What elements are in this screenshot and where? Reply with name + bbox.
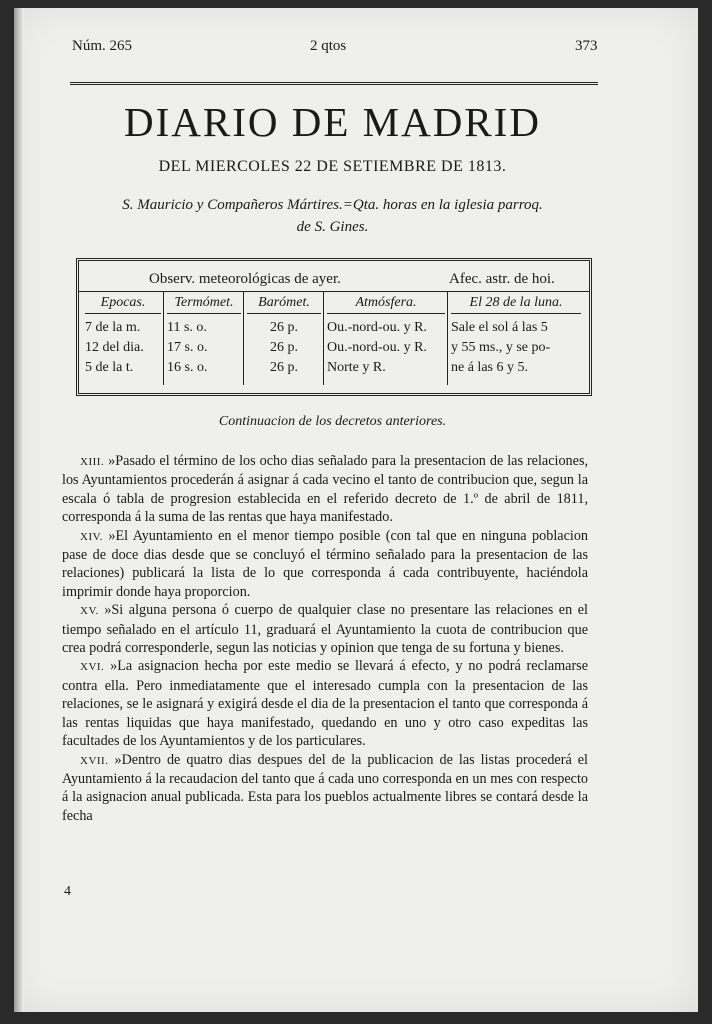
- column-astro: [451, 293, 581, 378]
- issue-number: Núm. 265: [72, 38, 132, 54]
- saints-line-1: S. Mauricio y Compañeros Mártires.=Qta. horas en la iglesia parroq.: [122, 197, 543, 213]
- paragraph-text: »Si alguna persona ó cuerpo de qualquier clase no presentare las relaciones en el tiempo señalado en el artículo 11, graduará el Ayuntamiento la cuota de contribucion que crea podrá corresponderle, segun las noticias y opinion que tenga de su fortuna y bienes.: [62, 602, 588, 657]
- table-cell: Sale el sol á las 5: [451, 320, 548, 335]
- column-baromet: [247, 293, 321, 378]
- column-header: Termómet.: [167, 293, 241, 314]
- section-subtitle: Continuacion de los decretos anteriores.: [218, 414, 447, 429]
- column-divider: [243, 291, 244, 385]
- table-cell: 11 s. o.: [167, 320, 207, 335]
- table-separator: [79, 291, 589, 292]
- weather-heading: Observ. meteorológicas de ayer.: [149, 271, 341, 287]
- paragraph-text: »Pasado el término de los ocho dias señalado para la presentacion de las relaciones, los Ayuntamientos procederán á asignar á cada vecino el tanto de contribucion que, segun la escala ó tabla de progresion establecida en el referido decreto de 1.º de abril de 1811, corresponda á la suma de las rentas que haya manifestado.: [62, 453, 589, 526]
- column-termomet: [167, 293, 241, 378]
- table-cell: 12 del dia.: [85, 340, 144, 355]
- article-number: XVII.: [80, 754, 109, 767]
- article-number: XV.: [80, 605, 99, 618]
- table-cell: 7 de la m.: [85, 320, 141, 335]
- column-header: El 28 de la luna.: [451, 293, 581, 314]
- weather-table: [76, 258, 592, 396]
- saints-line-2: de S. Gines.: [296, 219, 369, 235]
- column-epocas: [85, 293, 161, 378]
- paragraph: [62, 452, 588, 527]
- paragraph-text: »Dentro de quatro dias despues del de la publicacion de las listas procederá el Ayuntamiento á la recaudacion del tanto que á cada uno corresponda en un mes con respecto á la asignacion anual publicada. Esta para los pueblos actualmente libres se contará desde la fecha: [62, 751, 588, 824]
- quarto-count: 2 qtos: [310, 38, 347, 54]
- table-cell: Ou.-nord-ou. y R.: [327, 320, 427, 335]
- paragraph: [62, 751, 588, 826]
- column-divider: [163, 291, 164, 385]
- column-header: Atmósfera.: [327, 293, 445, 314]
- article-number: XIV.: [80, 530, 103, 543]
- table-cell: 5 de la t.: [85, 360, 134, 375]
- header-line: [60, 38, 600, 58]
- paragraph: [62, 657, 588, 750]
- paragraph-text: »El Ayuntamiento en el menor tiempo posible (con tal que en ninguna poblacion pase de doce dias desde que se concluyó el término señalado para la presentacion de las relaciones) publicará la lista de lo que corresponda á cada contribuyente, haciéndola imprimir donde haya proporcion.: [62, 527, 589, 600]
- table-cell: 26 p.: [270, 340, 298, 355]
- table-cell: y 55 ms., y se po-: [451, 340, 551, 355]
- date-line: DEL MIERCOLES 22 DE SETIEMBRE DE 1813.: [158, 158, 507, 175]
- top-rule: [70, 82, 598, 85]
- column-header: Barómet.: [247, 293, 321, 314]
- masthead-title: DIARIO DE MADRID: [124, 99, 541, 145]
- table-cell: Norte y R.: [327, 360, 386, 375]
- paragraph: [62, 601, 588, 657]
- paragraph: [62, 527, 588, 602]
- table-cell: 26 p.: [270, 320, 298, 335]
- table-cell: 26 p.: [270, 360, 298, 375]
- article-number: XVI.: [80, 661, 105, 674]
- column-divider: [447, 291, 448, 385]
- saints-line: [60, 194, 605, 238]
- paragraph-text: »La asignacion hecha por este medio se llevará á efecto, y no podrá reclamarse contra ella. Pero inmediatamente que el interesado cumpla con la presentacion de las relaciones, se le asignará y exigirá desde el dia de la presentacion el tanto que corresponda á las rentas liquidas que haya manifestado, quedando en uno y otro caso expeditas las facultades de los Ayuntamientos y de los particulares.: [62, 658, 588, 750]
- column-divider: [323, 291, 324, 385]
- page-spine: [14, 8, 24, 1012]
- table-cell: Ou.-nord-ou. y R.: [327, 340, 427, 355]
- column-atmosfera: [327, 293, 445, 378]
- column-header: Epocas.: [85, 293, 161, 314]
- signature-mark: 4: [64, 884, 71, 899]
- page-number: 373: [575, 38, 598, 54]
- table-cell: 17 s. o.: [167, 340, 208, 355]
- article-body: [62, 452, 588, 825]
- astro-heading: Afec. astr. de hoi.: [449, 271, 555, 287]
- article-number: XIII.: [80, 456, 105, 468]
- table-cell: 16 s. o.: [167, 360, 208, 375]
- table-cell: ne á las 6 y 5.: [451, 360, 528, 375]
